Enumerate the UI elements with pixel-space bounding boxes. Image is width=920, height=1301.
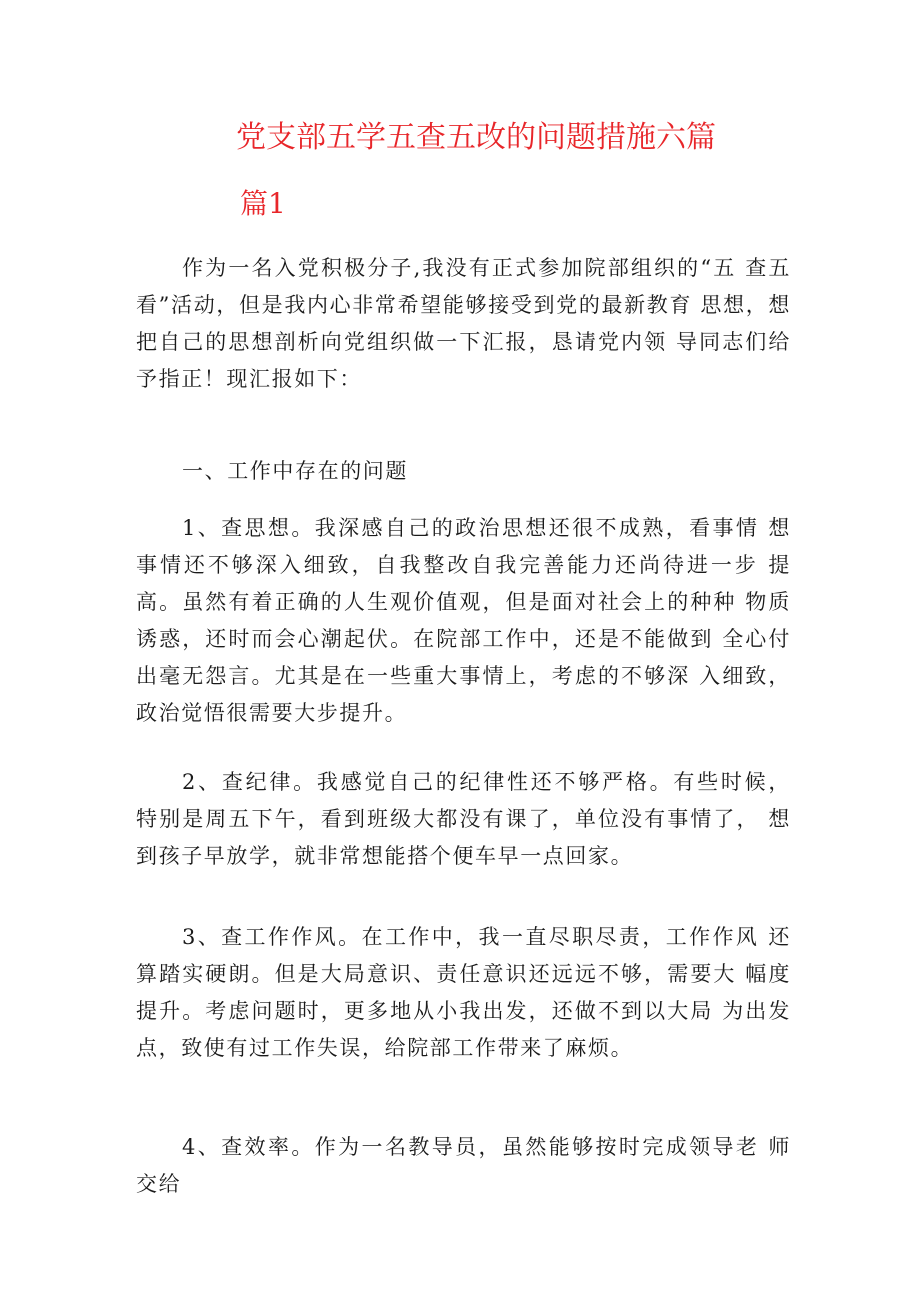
item-paragraph-discipline: 2、查纪律。我感觉自己的纪律性还不够严格。有些时候， 特别是周五下午，看到班级大都没有课了，单位没有事情了， 想到孩子早放学，就非常想能搭个便车早一点回家。 xyxy=(136,770,791,868)
section-heading: 一、工作中存在的问题 xyxy=(182,459,408,483)
intro-paragraph: 作为一名入党积极分子,我没有正式参加院部组织的“五 查五看”活动，但是我内心非常希望能够接受到党的最新教育 思想，想把自己的思想剖析向党组织做一下汇报，恳请党内领 导同志们给予指正！现汇报如下： xyxy=(136,256,791,391)
item-paragraph-efficiency: 4、查效率。作为一名教导员，虽然能够按时完成领导老 师交给 xyxy=(136,1135,791,1196)
document-title: 党支部五学五查五改的问题措施六篇 xyxy=(236,120,716,155)
document-subtitle: 篇1 xyxy=(240,187,286,220)
item-paragraph-work-style: 3、查工作作风。在工作中，我一直尽职尽责，工作作风 还算踏实硬朗。但是大局意识、责任意识还远远不够，需要大 幅度提升。考虑问题时，更多地从小我出发，还做不到以大局 为出发点，致使有过工作失误，给院部工作带来了麻烦。 xyxy=(136,925,791,1060)
item-paragraph-thought: 1、查思想。我深感自己的政治思想还很不成熟，看事情 想事情还不够深入细致，自我整改自我完善能力还尚待进一步 提高。虽然有着正确的人生观价值观，但是面对社会上的种种 物质诱惑，还时而会心潮起伏。在院部工作中，还是不能做到 全心付出毫无怨言。尤其是在一些重大事情上，考虑的不够深 入细致，政治觉悟很需要大步提升。 xyxy=(136,516,791,725)
